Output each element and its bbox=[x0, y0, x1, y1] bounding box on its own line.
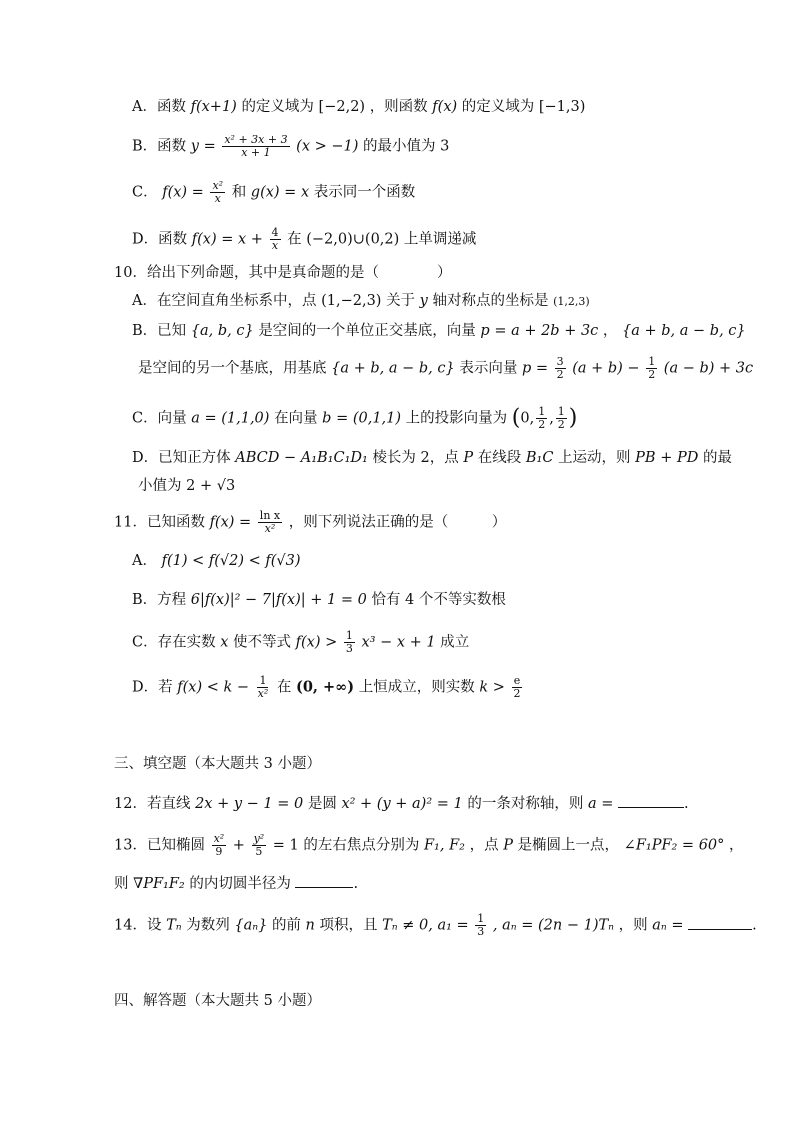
option-label: D．若 bbox=[132, 679, 173, 696]
math-expr: {a, b, c} bbox=[190, 323, 254, 339]
punctuation: . bbox=[752, 917, 757, 934]
option-text: A．在空间直角坐标系中，点 bbox=[132, 293, 317, 309]
question-stem: 项积，且 bbox=[319, 917, 378, 934]
math-expr: y bbox=[419, 293, 428, 309]
option-text: 的最 bbox=[702, 450, 732, 466]
option-label: A． bbox=[132, 553, 157, 569]
option-text: 是空间的另一个基底，用基底 bbox=[138, 360, 327, 377]
math-expr: PB + PD bbox=[635, 450, 699, 466]
question-stem: 11．已知函数 bbox=[114, 514, 205, 531]
q11-option-d bbox=[132, 675, 525, 700]
numerator: e bbox=[513, 674, 521, 687]
numerator: 1 bbox=[538, 405, 546, 418]
section-title bbox=[114, 990, 321, 1012]
math-expr: + bbox=[232, 837, 245, 854]
option-text: 小值为 bbox=[138, 478, 182, 494]
numerator: ln x bbox=[259, 509, 281, 522]
option-text: 和 bbox=[231, 184, 247, 201]
math-expr: b = (0,1,1) bbox=[322, 410, 402, 427]
question-stem: 10．给出下列命题，其中是真命题的是（ ） bbox=[114, 265, 452, 281]
option-text: 在 bbox=[287, 231, 302, 248]
denominator: x² bbox=[264, 522, 276, 535]
fraction bbox=[646, 356, 657, 381]
fraction bbox=[555, 356, 566, 381]
question-stem: 的一条对称轴，则 bbox=[467, 796, 584, 812]
math-expr: {a + b, a − b, c} bbox=[622, 323, 746, 339]
numerator: 1 bbox=[477, 912, 485, 925]
math-expr: ∠F₁PF₂ = 60° bbox=[623, 837, 725, 854]
denominator: x + 1 bbox=[241, 146, 271, 159]
option-text: 是空间的一个单位正交基底，向量 bbox=[258, 323, 476, 339]
numerator: x² bbox=[213, 832, 225, 845]
fraction bbox=[536, 406, 547, 431]
q9-option-a bbox=[132, 96, 585, 118]
option-label: B．函数 bbox=[132, 138, 187, 155]
fraction bbox=[475, 913, 486, 938]
fraction bbox=[210, 180, 225, 205]
math-expr: f(x) = bbox=[162, 184, 204, 201]
q10-stem bbox=[114, 262, 451, 284]
option-text: 的定义域为 bbox=[241, 99, 314, 115]
right-paren: ) bbox=[568, 405, 578, 431]
denominator: 9 bbox=[215, 845, 223, 858]
numerator: 3 bbox=[556, 355, 564, 368]
option-label: C． bbox=[132, 184, 158, 201]
q11-option-b bbox=[132, 589, 506, 611]
punctuation: . bbox=[353, 876, 359, 892]
option-text: 恰有 4 个不等实数根 bbox=[371, 592, 506, 608]
option-text: 在线段 bbox=[477, 450, 522, 466]
question-stem: ，则下列说法正确的是（ ） bbox=[288, 514, 507, 531]
math-expr: ∇PF₁F₂ bbox=[133, 876, 185, 892]
question-stem: 的前 bbox=[271, 917, 301, 934]
math-expr: [−1,3) bbox=[538, 99, 586, 115]
math-expr: p = a + 2b + 3c bbox=[480, 323, 599, 339]
math-expr: P bbox=[463, 450, 474, 466]
math-expr: Tₙ ≠ 0, a₁ = bbox=[382, 917, 469, 934]
option-text: 上单调递减 bbox=[403, 231, 477, 248]
math-expr: (0, +∞) bbox=[295, 678, 355, 696]
math-expr: (a + b) − bbox=[572, 360, 640, 377]
answer-blank[interactable] bbox=[688, 915, 752, 930]
denominator: x² bbox=[257, 687, 269, 700]
question-stem: 是圆 bbox=[307, 796, 337, 812]
numerator: x² bbox=[212, 179, 224, 192]
math-expr: (1,−2,3) bbox=[321, 293, 382, 309]
fraction bbox=[258, 510, 282, 535]
punctuation: . bbox=[683, 796, 689, 812]
math-expr: (−2,0)∪(0,2) bbox=[306, 231, 400, 248]
math-expr: (x > −1) bbox=[296, 138, 359, 155]
q10-option-d-line2 bbox=[138, 475, 235, 497]
q13-line1 bbox=[114, 833, 744, 858]
q11-option-c bbox=[132, 630, 469, 655]
q14 bbox=[114, 913, 757, 938]
math-expr: = 1 bbox=[272, 837, 299, 854]
q10-option-d-line1 bbox=[132, 447, 732, 469]
option-text: 在向量 bbox=[274, 410, 318, 427]
math-expr: 2 + √3 bbox=[186, 478, 236, 494]
math-expr: aₙ = bbox=[652, 917, 684, 934]
math-expr: ABCD − A₁B₁C₁D₁ bbox=[235, 450, 368, 466]
math-expr: f(x) = x + bbox=[191, 231, 263, 248]
math-expr: P bbox=[503, 837, 513, 854]
denominator: 2 bbox=[556, 368, 564, 381]
numerator: 1 bbox=[648, 355, 656, 368]
denominator: 2 bbox=[557, 418, 565, 431]
question-stem: ，则 bbox=[618, 917, 648, 934]
option-text: 棱长为 2，点 bbox=[372, 450, 459, 466]
fraction bbox=[256, 675, 271, 700]
q11-option-a bbox=[132, 550, 301, 572]
math-expr: 0, bbox=[520, 410, 535, 427]
math-expr: F₁, F₂ bbox=[424, 837, 465, 854]
q10-option-a bbox=[132, 290, 590, 313]
q10-option-b-line2 bbox=[138, 356, 753, 381]
question-stem: ，点 bbox=[469, 837, 499, 854]
math-expr: g(x) = x bbox=[250, 184, 310, 201]
math-expr: 6|f(x)|² − 7|f(x)| + 1 = 0 bbox=[190, 592, 367, 608]
math-expr: a = (1,1,0) bbox=[191, 410, 270, 427]
answer-blank[interactable] bbox=[618, 793, 684, 808]
math-expr: f(x) < k − bbox=[177, 679, 250, 696]
math-expr: B₁C bbox=[525, 450, 554, 466]
option-label: B．方程 bbox=[132, 592, 187, 608]
question-stem: 的左右焦点分别为 bbox=[303, 837, 420, 854]
math-expr: f(x) > bbox=[295, 634, 338, 651]
q13-line2 bbox=[114, 873, 358, 895]
option-text: 上恒成立，则实数 bbox=[358, 679, 475, 696]
option-label: D．函数 bbox=[132, 231, 188, 248]
option-text: 使不等式 bbox=[233, 634, 292, 651]
math-expr: (a − b) + 3c bbox=[663, 360, 754, 377]
section-heading: 三、填空题（本大题共 3 小题） bbox=[114, 756, 321, 772]
option-text: 表示同一个函数 bbox=[313, 184, 416, 201]
math-expr: f(x) bbox=[432, 99, 458, 115]
math-expr: [−2,2) bbox=[318, 99, 366, 115]
fraction bbox=[222, 134, 289, 159]
option-text: 的定义域为 bbox=[461, 99, 535, 115]
punctuation: ， bbox=[729, 837, 744, 854]
math-expr: Tₙ bbox=[166, 917, 182, 934]
math-expr: (1,2,3) bbox=[553, 295, 590, 308]
answer-blank[interactable] bbox=[295, 873, 353, 888]
question-stem: 14．设 bbox=[114, 917, 162, 934]
q9-option-c bbox=[132, 180, 415, 205]
math-expr: , aₙ = (2n − 1)Tₙ bbox=[492, 917, 615, 934]
option-text: 表示向量 bbox=[459, 360, 518, 377]
denominator: x bbox=[214, 192, 221, 205]
math-expr: f(1) < f(√2) < f(√3) bbox=[161, 553, 301, 569]
math-expr: 2x + y − 1 = 0 bbox=[195, 796, 304, 812]
q9-option-b bbox=[132, 134, 449, 159]
numerator: 4 bbox=[271, 226, 279, 239]
question-stem: 为数列 bbox=[186, 917, 230, 934]
math-expr: {aₙ} bbox=[234, 917, 268, 934]
q12 bbox=[114, 793, 689, 815]
denominator: 2 bbox=[538, 418, 546, 431]
denominator: x bbox=[271, 239, 279, 252]
left-paren: ( bbox=[511, 405, 521, 431]
denominator: 3 bbox=[477, 925, 485, 938]
option-text: 上的投影向量为 bbox=[405, 410, 508, 427]
option-text: 在 bbox=[276, 679, 292, 696]
option-text: 轴对称点的坐标是 bbox=[432, 293, 549, 309]
denominator: 3 bbox=[345, 642, 353, 655]
math-expr: f(x+1) bbox=[190, 99, 237, 115]
fraction bbox=[270, 227, 281, 252]
denominator: 5 bbox=[255, 845, 263, 858]
option-text: 的最小值为 3 bbox=[363, 138, 450, 155]
option-text: B．已知 bbox=[132, 323, 187, 339]
option-text: C．向量 bbox=[132, 410, 187, 427]
math-expr: {a + b, a − b, c} bbox=[331, 360, 455, 377]
numerator: 1 bbox=[557, 405, 565, 418]
question-stem: 12．若直线 bbox=[114, 796, 191, 812]
option-text: 成立 bbox=[440, 634, 470, 651]
q9-option-d bbox=[132, 227, 476, 252]
option-text: ，则函数 bbox=[369, 99, 428, 115]
denominator: 2 bbox=[513, 687, 521, 700]
question-stem: 的内切圆半径为 bbox=[189, 876, 291, 892]
math-expr: x² + (y + a)² = 1 bbox=[341, 796, 463, 812]
numerator: 1 bbox=[345, 629, 353, 642]
numerator: y² bbox=[253, 832, 265, 845]
math-expr: a = bbox=[587, 796, 614, 812]
question-stem: 是椭圆上一点， bbox=[517, 837, 620, 854]
question-stem: 则 bbox=[114, 876, 129, 892]
math-expr: y = bbox=[190, 138, 216, 155]
q10-option-c: C．向量 a = (1,1,0) 在向量 b = (0,1,1) 上的投影向量为 (0, $\frac{1}{2}$ , $\frac{1}{2}$ ) bbox=[132, 405, 578, 431]
denominator: 2 bbox=[648, 368, 656, 381]
q11-stem bbox=[114, 510, 506, 535]
fraction bbox=[252, 833, 267, 858]
option-text: ， bbox=[602, 323, 618, 339]
math-expr: x bbox=[220, 634, 229, 651]
option-text: D．已知正方体 bbox=[132, 450, 231, 466]
question-stem: 13．已知椭圆 bbox=[114, 837, 205, 854]
math-expr: f(x) = bbox=[209, 514, 252, 531]
section-heading: 四、解答题（本大题共 5 小题） bbox=[114, 993, 321, 1009]
fraction bbox=[512, 675, 523, 700]
fraction bbox=[212, 833, 227, 858]
q10-option-b-line1 bbox=[132, 320, 746, 342]
section-title bbox=[114, 753, 321, 775]
math-expr: n bbox=[305, 917, 315, 934]
math-expr: x³ − x + 1 bbox=[361, 634, 436, 651]
numerator: x² + 3x + 3 bbox=[224, 133, 288, 146]
fraction bbox=[556, 406, 567, 431]
math-expr: k > bbox=[479, 679, 505, 696]
numerator: 1 bbox=[259, 674, 267, 687]
math-expr: p = bbox=[521, 360, 548, 377]
option-label: A．函数 bbox=[132, 99, 186, 115]
option-text: 上运动，则 bbox=[558, 450, 631, 466]
option-text: 关于 bbox=[386, 293, 416, 309]
fraction bbox=[344, 630, 355, 655]
option-label: C．存在实数 bbox=[132, 634, 216, 651]
